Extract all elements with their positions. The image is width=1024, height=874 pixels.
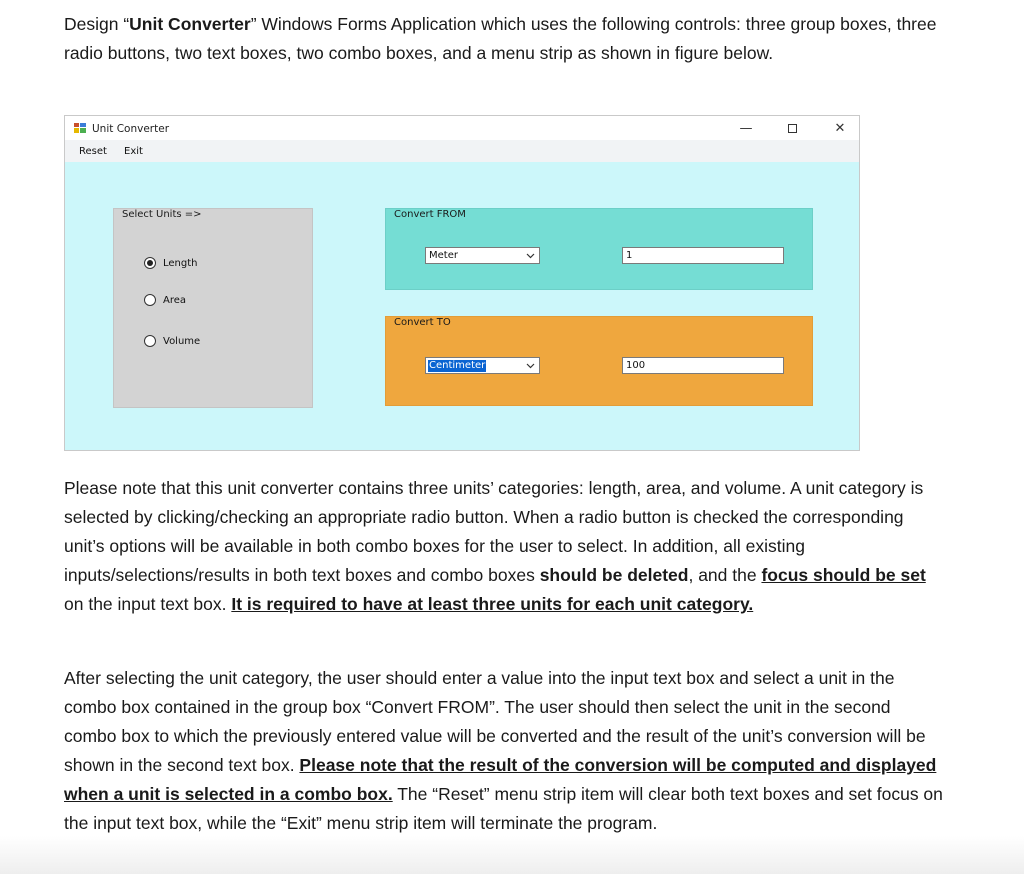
menu-item-exit[interactable]: Exit — [124, 146, 143, 157]
convert-from-group — [385, 208, 813, 290]
note-text-1: Please note that this unit converter contains three units’ categories: length, area, and volume. A unit category is selected by clicking/checking an appropriate radio button. When a radio button is checked the corresponding unit’s options will be available in both combo boxes for the user to select. In addition, all existing inputs/selections/results in both text boxes and combo boxes — [64, 478, 924, 585]
from-unit-combo[interactable] — [425, 247, 540, 264]
menu-strip — [65, 140, 859, 162]
output-value: 100 — [626, 360, 646, 371]
output-textbox[interactable] — [622, 357, 784, 374]
menu-item-reset[interactable]: Reset — [79, 146, 107, 157]
after-paragraph — [64, 664, 944, 838]
select-units-caption: Select Units => — [122, 209, 202, 220]
maximize-button[interactable] — [781, 119, 803, 137]
note-text-2: , and the — [688, 565, 762, 585]
maximize-icon — [788, 124, 797, 133]
radio-length-label: Length — [163, 257, 198, 269]
after-text-1: After selecting the unit category, the user should enter a value into the input text box and select a unit in the combo box contained in the group box “Convert FROM”. The user should then select the unit in the second combo box to which the previously entered value will be converted and the result of the unit’s conversion will be shown in the second text box. — [64, 668, 926, 775]
window-title: Unit Converter — [92, 123, 170, 135]
select-units-group — [113, 208, 313, 408]
note-focus-underline: focus should be set — [761, 565, 926, 585]
radio-unchecked-icon — [144, 335, 156, 347]
unit-converter-window — [64, 115, 860, 451]
intro-app-name: Unit Converter — [129, 14, 251, 34]
page-bottom-fade — [0, 836, 1024, 874]
after-conversion-underline: Please note that the result of the conversion will be computed and displayed when a unit is selected in a combo box. — [64, 755, 937, 804]
radio-dot — [147, 260, 153, 266]
note-text-3: on the input text box. — [64, 594, 232, 614]
intro-text-start: Design “ — [64, 14, 130, 34]
input-value: 1 — [626, 250, 633, 261]
radio-length[interactable] — [144, 257, 198, 269]
radio-unchecked-icon — [144, 294, 156, 306]
convert-from-caption: Convert FROM — [394, 209, 466, 220]
after-text-2: The “Reset” menu strip item will clear both text boxes and set focus on the input text box, while the “Exit” menu strip item will terminate the program. — [64, 784, 943, 833]
chevron-down-icon — [526, 361, 535, 370]
convert-to-caption: Convert TO — [394, 317, 451, 328]
close-button[interactable] — [829, 119, 851, 137]
to-unit-combo[interactable] — [425, 357, 540, 374]
radio-area-label: Area — [163, 294, 187, 306]
window-titlebar — [65, 116, 859, 140]
convert-to-group — [385, 316, 813, 406]
input-textbox[interactable] — [622, 247, 784, 264]
radio-checked-icon — [144, 257, 156, 269]
radio-volume-label: Volume — [163, 335, 201, 347]
note-paragraph — [64, 474, 944, 619]
intro-paragraph — [64, 10, 944, 68]
to-unit-value: Centimeter — [429, 360, 486, 371]
close-icon: ✕ — [834, 120, 846, 136]
intro-text-end: ” Windows Forms Application which uses the following controls: three group boxes, three radio buttons, two text boxes, two combo boxes, and a menu strip as shown in figure below. — [64, 14, 937, 63]
radio-area[interactable] — [144, 294, 186, 306]
chevron-down-icon — [526, 251, 535, 260]
note-requirement-underline: It is required to have at least three units for each unit category. — [231, 594, 754, 614]
minimize-button[interactable] — [735, 119, 757, 137]
from-unit-value: Meter — [429, 250, 458, 261]
radio-volume[interactable] — [144, 335, 200, 347]
minimize-icon: — — [739, 120, 753, 136]
note-bold-deleted: should be deleted — [539, 565, 689, 585]
app-icon — [74, 123, 86, 133]
